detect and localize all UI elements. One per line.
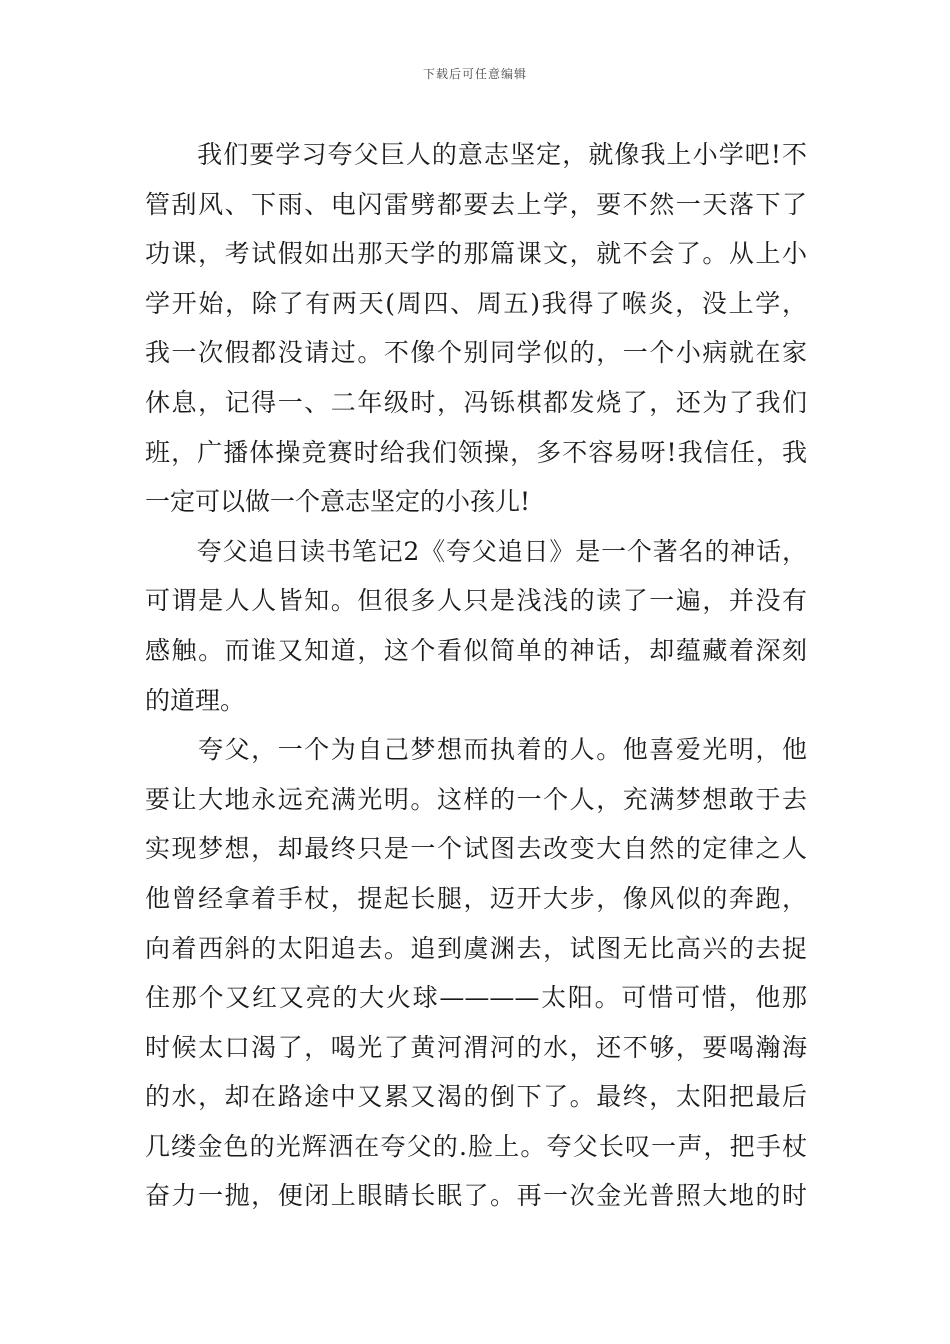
text-line: 我们要学习夸父巨人的意志坚定，就像我上小学吧!不	[145, 140, 807, 169]
text-line: 时候太口渴了，喝光了黄河渭河的水，还不够，要喝瀚海	[145, 1032, 807, 1062]
text-line: 休息，记得一、二年级时，冯铄棋都发烧了，还为了我们	[145, 387, 807, 417]
text-line: 奋力一抛，便闭上眼睛长眠了。再一次金光普照大地的时	[145, 1181, 807, 1211]
text-line: 的水，却在路途中又累又渴的倒下了。最终，太阳把最后	[145, 1082, 807, 1112]
text-line: 功课，考试假如出那天学的那篇课文，就不会了。从上小	[145, 239, 807, 269]
text-line: 可谓是人人皆知。但很多人只是浅浅的读了一遍，并没有	[145, 586, 807, 616]
text-line: 要让大地永远充满光明。这样的一个人，充满梦想敢于去	[145, 784, 807, 814]
text-line: 的道理。	[145, 685, 246, 715]
text-line: 夸父追日读书笔记2《夸父追日》是一个著名的神话，	[145, 536, 807, 566]
text-line: 实现梦想，却最终只是一个试图去改变大自然的定律之人	[145, 834, 807, 864]
page-header: 下载后可任意编辑	[422, 67, 527, 81]
text-line: 学开始，除了有两天(周四、周五)我得了喉炎，没上学，	[145, 288, 807, 318]
text-line: 住那个又红又亮的大火球————太阳。可惜可惜，他那	[145, 983, 807, 1013]
text-line: 我一次假都没请过。不像个别同学似的，一个小病就在家	[145, 338, 807, 368]
document-body	[145, 130, 807, 1221]
text-line: 一定可以做一个意志坚定的小孩儿!	[145, 487, 531, 517]
text-line: 向着西斜的太阳追去。追到虞渊去，试图无比高兴的去捉	[145, 933, 807, 963]
text-line: 几缕金色的光辉洒在夸父的.脸上。夸父长叹一声，把手杖	[145, 1131, 807, 1161]
text-line: 夸父，一个为自己梦想而执着的人。他喜爱光明，他	[145, 735, 807, 765]
text-line: 感触。而谁又知道，这个看似简单的神话，却蕴藏着深刻	[145, 635, 807, 665]
text-line: 管刮风、下雨、电闪雷劈都要去上学，要不然一天落下了	[145, 189, 807, 219]
text-line: 他曾经拿着手杖，提起长腿，迈开大步，像风似的奔跑，	[145, 883, 807, 913]
text-line: 班，广播体操竞赛时给我们领操，多不容易呀!我信任，我	[145, 437, 807, 467]
